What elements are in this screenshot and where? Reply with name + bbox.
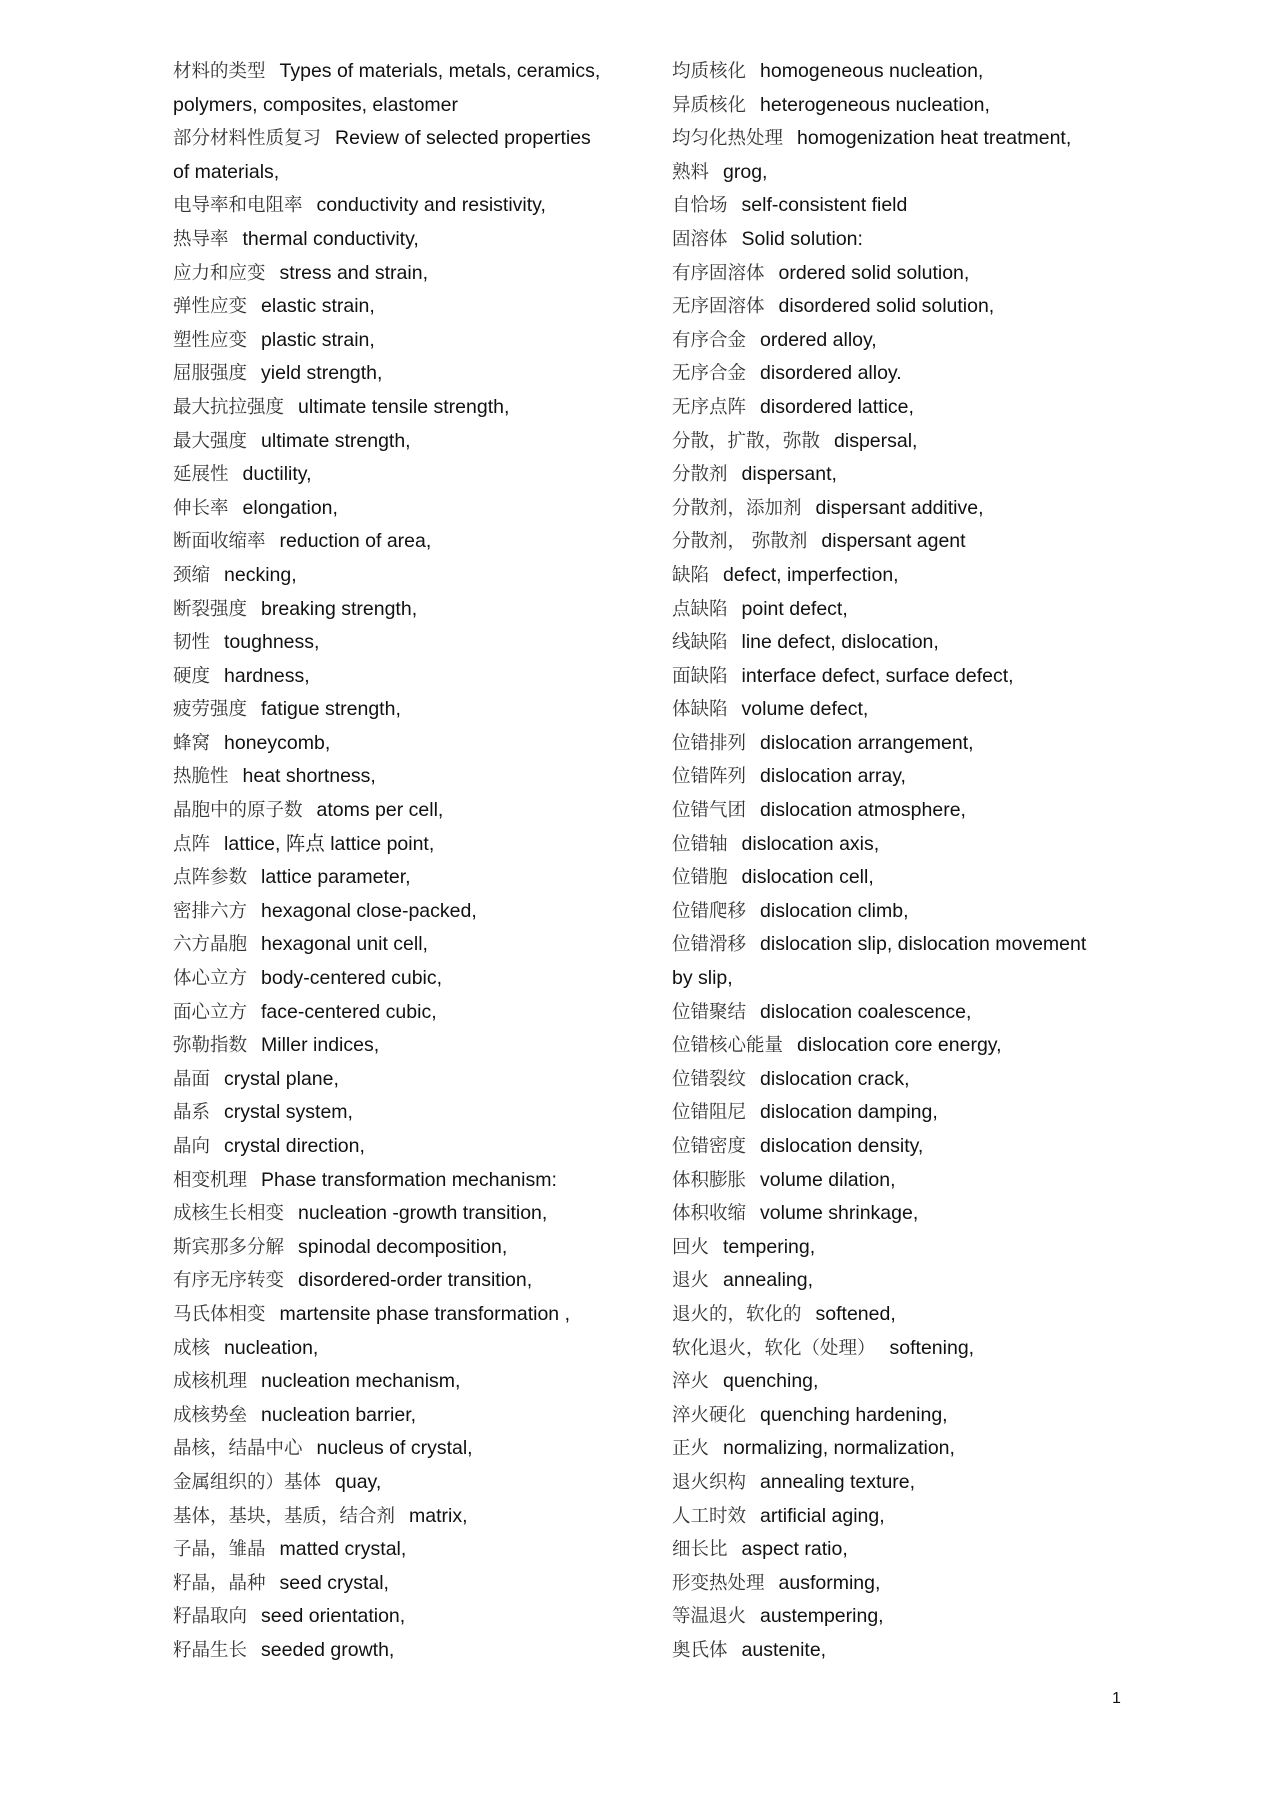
english-term: dispersant agent: [821, 530, 966, 553]
chinese-term: 位错胞: [672, 867, 728, 889]
chinese-term: 伸长率: [173, 497, 229, 519]
glossary-entry: [672, 89, 1122, 123]
english-term: disordered solid solution,: [778, 295, 995, 318]
glossary-entry: [173, 760, 643, 794]
english-term: body-centered cubic,: [261, 967, 443, 990]
english-term: nucleation -growth transition,: [298, 1202, 548, 1225]
english-term: fatigue strength,: [261, 698, 401, 721]
chinese-term: 位错裂纹: [672, 1068, 747, 1090]
chinese-term: 位错阻尼: [672, 1102, 747, 1124]
glossary-entry: [672, 1332, 1122, 1366]
chinese-term: 退火: [672, 1270, 710, 1292]
chinese-term: 缺陷: [672, 564, 710, 586]
english-term: dislocation cell,: [741, 866, 874, 889]
chinese-term: 晶面: [173, 1068, 211, 1090]
english-term: dislocation core energy,: [797, 1034, 1002, 1057]
chinese-term: 奥氏体: [672, 1639, 728, 1661]
chinese-term: 熟料: [672, 161, 710, 183]
glossary-entry: [173, 861, 643, 895]
chinese-term: 退火的，软化的: [672, 1303, 802, 1325]
chinese-term: 塑性应变: [173, 329, 248, 351]
english-term: annealing,: [723, 1269, 814, 1292]
glossary-entry: [672, 1096, 1122, 1130]
english-term: Solid solution:: [741, 227, 863, 250]
glossary-entry: [173, 1533, 643, 1567]
chinese-term: 异质核化: [672, 94, 747, 116]
chinese-term: 位错轴: [672, 833, 728, 855]
english-term: martensite phase transformation ,: [279, 1302, 570, 1325]
chinese-term: 点缺陷: [672, 598, 728, 620]
english-term: matted crystal,: [279, 1538, 407, 1561]
chinese-term: 热导率: [173, 228, 229, 250]
chinese-term: 线缺陷: [672, 632, 728, 654]
glossary-entry: [173, 1063, 643, 1097]
glossary-entry: [173, 593, 643, 627]
glossary-entry: [173, 1332, 643, 1366]
english-term: honeycomb,: [224, 731, 331, 754]
chinese-term: 位错阵列: [672, 766, 747, 788]
glossary-entry: [672, 1399, 1122, 1433]
english-term: toughness,: [224, 631, 320, 654]
chinese-term: 面心立方: [173, 1001, 248, 1023]
chinese-term: 籽晶，晶种: [173, 1572, 266, 1594]
chinese-term: 点阵: [173, 833, 211, 855]
chinese-term: 成核势垒: [173, 1404, 248, 1426]
chinese-term: 金属组织的）基体: [173, 1471, 322, 1493]
english-term: Phase transformation mechanism:: [261, 1168, 557, 1191]
english-term: atoms per cell,: [316, 799, 444, 822]
glossary-entry: [672, 1600, 1122, 1634]
chinese-term: 成核: [173, 1337, 211, 1359]
chinese-term: 弹性应变: [173, 296, 248, 318]
chinese-term: 无序合金: [672, 363, 747, 385]
english-term: heterogeneous nucleation,: [760, 93, 990, 116]
english-term: homogeneous nucleation,: [760, 60, 984, 82]
english-term: yield strength,: [261, 362, 383, 385]
chinese-term: 成核机理: [173, 1371, 248, 1393]
glossary-entry: [672, 1634, 1122, 1668]
glossary-entry: [672, 425, 1122, 459]
glossary-entry: [173, 156, 643, 190]
glossary-entry: [173, 324, 643, 358]
glossary-entry: [672, 1298, 1122, 1332]
glossary-entry: [173, 257, 643, 291]
chinese-term: 热脆性: [173, 766, 229, 788]
chinese-term: 密排六方: [173, 900, 248, 922]
chinese-term: 断裂强度: [173, 598, 248, 620]
glossary-entry: [672, 1500, 1122, 1534]
glossary-entry: [672, 828, 1122, 862]
glossary-entry: [173, 1399, 643, 1433]
glossary-entry: [173, 828, 643, 862]
english-term: dislocation arrangement,: [760, 731, 974, 754]
english-term: quenching,: [723, 1370, 819, 1393]
chinese-term: 硬度: [173, 665, 211, 687]
chinese-term: 位错核心能量: [672, 1035, 784, 1057]
english-term: grog,: [723, 160, 768, 183]
chinese-term: 分散剂， 弥散剂: [672, 531, 808, 553]
glossary-entry: [672, 55, 1122, 89]
chinese-term: 马氏体相变: [173, 1303, 266, 1325]
glossary-entry: [672, 626, 1122, 660]
glossary-entry: [672, 1533, 1122, 1567]
chinese-term: 体积膨胀: [672, 1169, 747, 1191]
english-term: seeded growth,: [261, 1638, 395, 1661]
english-term: ausforming,: [778, 1571, 881, 1594]
glossary-entry: [173, 895, 643, 929]
glossary-entry: [672, 1029, 1122, 1063]
chinese-term: 细长比: [672, 1539, 728, 1561]
chinese-term: 固溶体: [672, 228, 728, 250]
chinese-term: 应力和应变: [173, 262, 266, 284]
english-term: Miller indices,: [261, 1034, 380, 1057]
glossary-entry: [173, 1130, 643, 1164]
glossary-entry: [173, 962, 643, 996]
chinese-term: 晶胞中的原子数: [173, 800, 303, 822]
glossary-entry: [173, 357, 643, 391]
english-term: conductivity and resistivity,: [316, 194, 546, 217]
left-glossary-column: [173, 55, 643, 1668]
chinese-term: 疲劳强度: [173, 699, 248, 721]
glossary-entry: [672, 458, 1122, 492]
english-term: crystal system,: [224, 1101, 353, 1124]
english-term: lattice, 阵点 lattice point,: [224, 832, 435, 855]
english-term: defect, imperfection,: [723, 563, 899, 586]
english-term: ordered solid solution,: [778, 261, 970, 284]
chinese-term: 部分材料性质复习: [173, 128, 322, 150]
english-term: volume defect,: [741, 698, 869, 721]
english-term: hardness,: [224, 664, 310, 687]
chinese-term: 材料的类型: [173, 61, 266, 82]
glossary-entry: [173, 1466, 643, 1500]
english-term: thermal conductivity,: [242, 227, 419, 250]
glossary-entry: [173, 996, 643, 1030]
english-term: annealing texture,: [760, 1470, 916, 1493]
english-term: by slip,: [672, 967, 733, 990]
english-term: stress and strain,: [279, 261, 428, 284]
chinese-term: 均匀化热处理: [672, 128, 784, 150]
chinese-term: 体缺陷: [672, 699, 728, 721]
chinese-term: 分散，扩散，弥散: [672, 430, 821, 452]
chinese-term: 基体，基块，基质，结合剂: [173, 1505, 396, 1527]
english-term: ductility,: [242, 463, 312, 486]
english-term: Types of materials, metals, ceramics,: [279, 60, 601, 82]
glossary-entry: [173, 928, 643, 962]
chinese-term: 位错气团: [672, 800, 747, 822]
chinese-term: 晶系: [173, 1102, 211, 1124]
glossary-entry: [672, 257, 1122, 291]
english-term: quay,: [335, 1470, 382, 1493]
glossary-entry: [672, 1063, 1122, 1097]
chinese-term: 成核生长相变: [173, 1203, 285, 1225]
glossary-entry: [672, 727, 1122, 761]
english-term: crystal direction,: [224, 1135, 365, 1157]
glossary-entry: [173, 1231, 643, 1265]
glossary-entry: [672, 223, 1122, 257]
glossary-entry: [672, 1466, 1122, 1500]
english-term: elongation,: [242, 496, 338, 519]
glossary-entry: [672, 525, 1122, 559]
chinese-term: 位错爬移: [672, 900, 747, 922]
chinese-term: 正火: [672, 1438, 710, 1460]
glossary-entry: [173, 1197, 643, 1231]
right-glossary-column: [672, 55, 1122, 1668]
glossary-entry: [173, 1365, 643, 1399]
glossary-entry: [173, 1029, 643, 1063]
glossary-entry: [672, 895, 1122, 929]
glossary-entry: [672, 1264, 1122, 1298]
chinese-term: 有序固溶体: [672, 262, 765, 284]
english-term: matrix,: [409, 1504, 468, 1527]
english-term: lattice parameter,: [261, 866, 411, 889]
english-term: austenite,: [741, 1638, 827, 1661]
english-term: dispersant additive,: [815, 496, 984, 519]
chinese-term: 相变机理: [173, 1169, 248, 1191]
english-term: point defect,: [741, 597, 848, 620]
english-term: necking,: [224, 563, 297, 586]
english-term: seed crystal,: [279, 1571, 389, 1594]
chinese-term: 延展性: [173, 464, 229, 486]
glossary-entry: [672, 760, 1122, 794]
english-term: plastic strain,: [261, 328, 375, 351]
english-term: dislocation array,: [760, 765, 906, 788]
english-term: dislocation coalescence,: [760, 1000, 972, 1023]
glossary-entry: [173, 425, 643, 459]
english-term: dispersal,: [834, 429, 918, 452]
english-term: disordered alloy.: [760, 362, 902, 385]
chinese-term: 分散剂: [672, 464, 728, 486]
chinese-term: 电导率和电阻率: [173, 195, 303, 217]
glossary-entry: [173, 89, 643, 123]
chinese-term: 晶核，结晶中心: [173, 1438, 303, 1460]
chinese-term: 回火: [672, 1236, 710, 1258]
chinese-term: 退火织构: [672, 1471, 747, 1493]
chinese-term: 无序固溶体: [672, 296, 765, 318]
chinese-term: 淬火硬化: [672, 1404, 747, 1426]
glossary-entry: [672, 156, 1122, 190]
page-number: 1: [1112, 1690, 1121, 1707]
english-term: ultimate tensile strength,: [298, 395, 510, 418]
chinese-term: 体积收缩: [672, 1203, 747, 1225]
english-term: dislocation axis,: [741, 832, 880, 855]
english-term: of materials,: [173, 160, 280, 183]
glossary-entry: [672, 122, 1122, 156]
english-term: seed orientation,: [261, 1605, 406, 1628]
glossary-entry: [173, 458, 643, 492]
english-term: tempering,: [723, 1235, 816, 1258]
chinese-term: 无序点阵: [672, 396, 747, 418]
chinese-term: 斯宾那多分解: [173, 1236, 285, 1258]
chinese-term: 有序合金: [672, 329, 747, 351]
english-term: dislocation crack,: [760, 1067, 910, 1090]
english-term: dislocation climb,: [760, 899, 909, 922]
english-term: elastic strain,: [261, 295, 375, 318]
chinese-term: 六方晶胞: [173, 934, 248, 956]
chinese-term: 子晶，雏晶: [173, 1539, 266, 1561]
english-term: interface defect, surface defect,: [741, 664, 1014, 687]
english-term: nucleation barrier,: [261, 1403, 417, 1426]
english-term: dislocation slip, dislocation movement: [760, 933, 1087, 956]
glossary-entry: [672, 1231, 1122, 1265]
glossary-entry: [173, 1600, 643, 1634]
english-term: line defect, dislocation,: [741, 631, 939, 654]
glossary-entry: [672, 660, 1122, 694]
english-term: polymers, composites, elastomer: [173, 93, 459, 116]
chinese-term: 晶向: [173, 1136, 211, 1157]
glossary-entry: [173, 55, 643, 89]
chinese-term: 韧性: [173, 632, 211, 654]
english-term: reduction of area,: [279, 530, 432, 553]
glossary-entry: [173, 660, 643, 694]
chinese-term: 淬火: [672, 1371, 710, 1393]
glossary-entry: [672, 693, 1122, 727]
english-term: softened,: [815, 1302, 896, 1325]
english-term: ultimate strength,: [261, 429, 411, 452]
glossary-entry: [173, 189, 643, 223]
glossary-entry: [173, 1096, 643, 1130]
chinese-term: 体心立方: [173, 968, 248, 990]
english-term: spinodal decomposition,: [298, 1235, 508, 1258]
glossary-entry: [173, 1264, 643, 1298]
glossary-entry: [173, 1298, 643, 1332]
english-term: disordered lattice,: [760, 395, 914, 418]
glossary-entry: [173, 693, 643, 727]
chinese-term: 蜂窝: [173, 732, 211, 754]
chinese-term: 面缺陷: [672, 665, 728, 687]
glossary-entry: [173, 290, 643, 324]
chinese-term: 颈缩: [173, 564, 211, 586]
chinese-term: 籽晶生长: [173, 1639, 248, 1661]
glossary-entry: [672, 1567, 1122, 1601]
glossary-entry: [173, 559, 643, 593]
glossary-entry: [173, 626, 643, 660]
chinese-term: 点阵参数: [173, 867, 248, 889]
chinese-term: 位错滑移: [672, 934, 747, 956]
english-term: Review of selected properties: [335, 127, 591, 150]
glossary-entry: [672, 324, 1122, 358]
chinese-term: 自恰场: [672, 195, 728, 217]
glossary-entry: [672, 1164, 1122, 1198]
english-term: breaking strength,: [261, 597, 418, 620]
glossary-entry: [672, 794, 1122, 828]
chinese-term: 最大抗拉强度: [173, 396, 285, 418]
english-term: nucleus of crystal,: [316, 1437, 473, 1460]
glossary-entry: [672, 391, 1122, 425]
chinese-term: 有序无序转变: [173, 1270, 285, 1292]
chinese-term: 最大强度: [173, 430, 248, 452]
glossary-entry: [672, 559, 1122, 593]
glossary-entry: [173, 794, 643, 828]
glossary-entry: [672, 962, 1122, 996]
english-term: crystal plane,: [224, 1067, 339, 1090]
glossary-entry: [672, 357, 1122, 391]
chinese-term: 等温退火: [672, 1606, 747, 1628]
glossary-entry: [672, 1365, 1122, 1399]
glossary-entry: [672, 861, 1122, 895]
glossary-entry: [672, 290, 1122, 324]
english-term: artificial aging,: [760, 1504, 885, 1527]
english-term: volume dilation,: [760, 1168, 896, 1191]
glossary-entry: [173, 1567, 643, 1601]
english-term: quenching hardening,: [760, 1403, 948, 1426]
glossary-entry: [173, 492, 643, 526]
chinese-term: 断面收缩率: [173, 531, 266, 553]
english-term: dispersant,: [741, 463, 837, 486]
english-term: hexagonal unit cell,: [261, 933, 428, 956]
english-term: hexagonal close-packed,: [261, 899, 477, 922]
english-term: nucleation mechanism,: [261, 1370, 461, 1393]
chinese-term: 位错聚结: [672, 1001, 747, 1023]
glossary-entry: [672, 928, 1122, 962]
glossary-entry: [672, 593, 1122, 627]
english-term: austempering,: [760, 1605, 884, 1628]
glossary-entry: [173, 1634, 643, 1668]
glossary-entry: [672, 492, 1122, 526]
english-term: dislocation density,: [760, 1135, 924, 1157]
chinese-term: 形变热处理: [672, 1572, 765, 1594]
glossary-entry: [173, 1500, 643, 1534]
glossary-entry: [672, 189, 1122, 223]
english-term: self-consistent field: [741, 194, 908, 217]
glossary-entry: [173, 727, 643, 761]
chinese-term: 均质核化: [672, 61, 747, 82]
english-term: dislocation atmosphere,: [760, 799, 966, 822]
chinese-term: 位错排列: [672, 732, 747, 754]
chinese-term: 弥勒指数: [173, 1035, 248, 1057]
chinese-term: 软化退火，软化（处理）: [672, 1337, 876, 1359]
english-term: homogenization heat treatment,: [797, 127, 1072, 150]
glossary-entry: [672, 1130, 1122, 1164]
glossary-entry: [672, 996, 1122, 1030]
glossary-entry: [173, 1164, 643, 1198]
chinese-term: 位错密度: [672, 1136, 747, 1157]
glossary-entry: [173, 391, 643, 425]
english-term: aspect ratio,: [741, 1538, 848, 1561]
english-term: disordered-order transition,: [298, 1269, 533, 1292]
english-term: volume shrinkage,: [760, 1202, 919, 1225]
english-term: face-centered cubic,: [261, 1000, 437, 1023]
chinese-term: 屈服强度: [173, 363, 248, 385]
english-term: normalizing, normalization,: [723, 1437, 955, 1460]
chinese-term: 分散剂，添加剂: [672, 497, 802, 519]
chinese-term: 籽晶取向: [173, 1606, 248, 1628]
english-term: ordered alloy,: [760, 328, 877, 351]
glossary-entry: [173, 122, 643, 156]
english-term: softening,: [889, 1336, 975, 1359]
glossary-entry: [173, 525, 643, 559]
glossary-entry: [173, 223, 643, 257]
english-term: heat shortness,: [242, 765, 376, 788]
english-term: dislocation damping,: [760, 1101, 938, 1124]
glossary-entry: [173, 1432, 643, 1466]
english-term: nucleation,: [224, 1336, 319, 1359]
glossary-entry: [672, 1197, 1122, 1231]
chinese-term: 人工时效: [672, 1505, 747, 1527]
glossary-entry: [672, 1432, 1122, 1466]
